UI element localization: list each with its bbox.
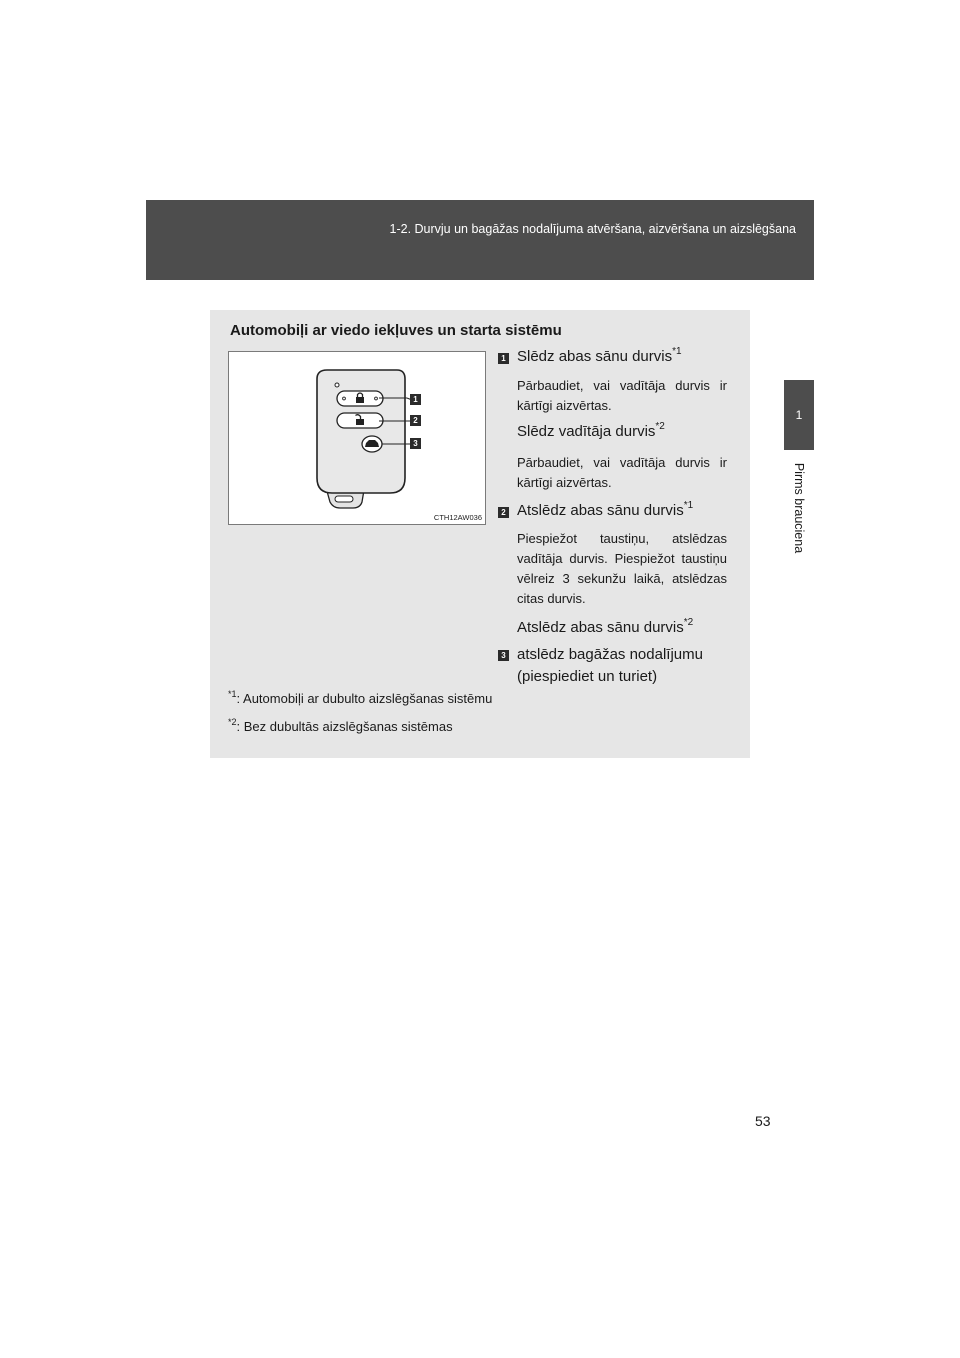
item-desc-lock-driver: Pārbaudiet, vai vadītāja durvis ir kārtīgi aizvērtas. [517, 455, 727, 490]
page-number: 53 [755, 1113, 771, 1129]
header-title: 1-2. Durvju un bagāžas nodalījuma atvēršana, aizvēršana un aizslēgšana [389, 222, 796, 236]
item-head-text: Atslēdz abas sānu durvis [517, 619, 684, 636]
section-title: Automobiļi ar viedo iekļuves un starta sistēmu [230, 322, 562, 339]
item-head-unlock-both-alt [517, 619, 693, 636]
item-head-trunk: atslēdz bagāžas nodalījumu (piespiediet un turiet) [517, 646, 703, 685]
footnote-text: : Bez dubultās aizslēgšanas sistēmas [236, 719, 453, 734]
callout-2: 2 [410, 415, 421, 426]
content-box [210, 310, 750, 758]
item-head-text: Slēdz abas sānu durvis [517, 348, 673, 365]
item-badge-2: 2 [498, 507, 509, 518]
item-head-sup: *1 [672, 346, 682, 357]
item-head-lock-driver [517, 423, 665, 440]
item-head-unlock-both [517, 502, 693, 519]
figure-code: CTH12AW036 [433, 513, 482, 522]
item-head-text: Atslēdz abas sānu durvis [517, 502, 684, 519]
chapter-label: Pirms brauciena [792, 462, 806, 554]
item-head-text: Slēdz vadītāja durvis [517, 423, 656, 440]
item-head-sup: *2 [655, 421, 665, 432]
chapter-tab [784, 380, 814, 450]
footnote-1 [228, 691, 492, 706]
footnote-2 [228, 719, 453, 734]
item-head-lock-both [517, 348, 682, 365]
item-badge-3: 3 [498, 650, 509, 661]
item-head-sup: *1 [683, 500, 694, 511]
callout-3: 3 [410, 438, 421, 449]
key-fob-illustration [229, 352, 485, 524]
item-badge-1: 1 [498, 353, 509, 364]
chapter-header [146, 200, 814, 280]
footnote-mark: *1 [228, 689, 237, 699]
footnote-text: : Automobiļi ar dubulto aizslēgšanas sistēmu [236, 691, 493, 706]
key-fob-figure [228, 351, 486, 525]
footnote-mark: *2 [228, 717, 237, 727]
item-head-sup: *2 [683, 617, 694, 628]
item-desc-unlock-both: Piespiežot taustiņu, atslēdzas vadītāja durvis. Piespiežot taustiņu vēlreiz 3 sekunžu laikā, atslēdzas citas durvis. [517, 531, 727, 606]
callout-1: 1 [410, 394, 421, 405]
item-desc-lock-both: Pārbaudiet, vai vadītāja durvis ir kārtīgi aizvērtas. [517, 378, 727, 413]
chapter-number: 1 [795, 408, 803, 422]
